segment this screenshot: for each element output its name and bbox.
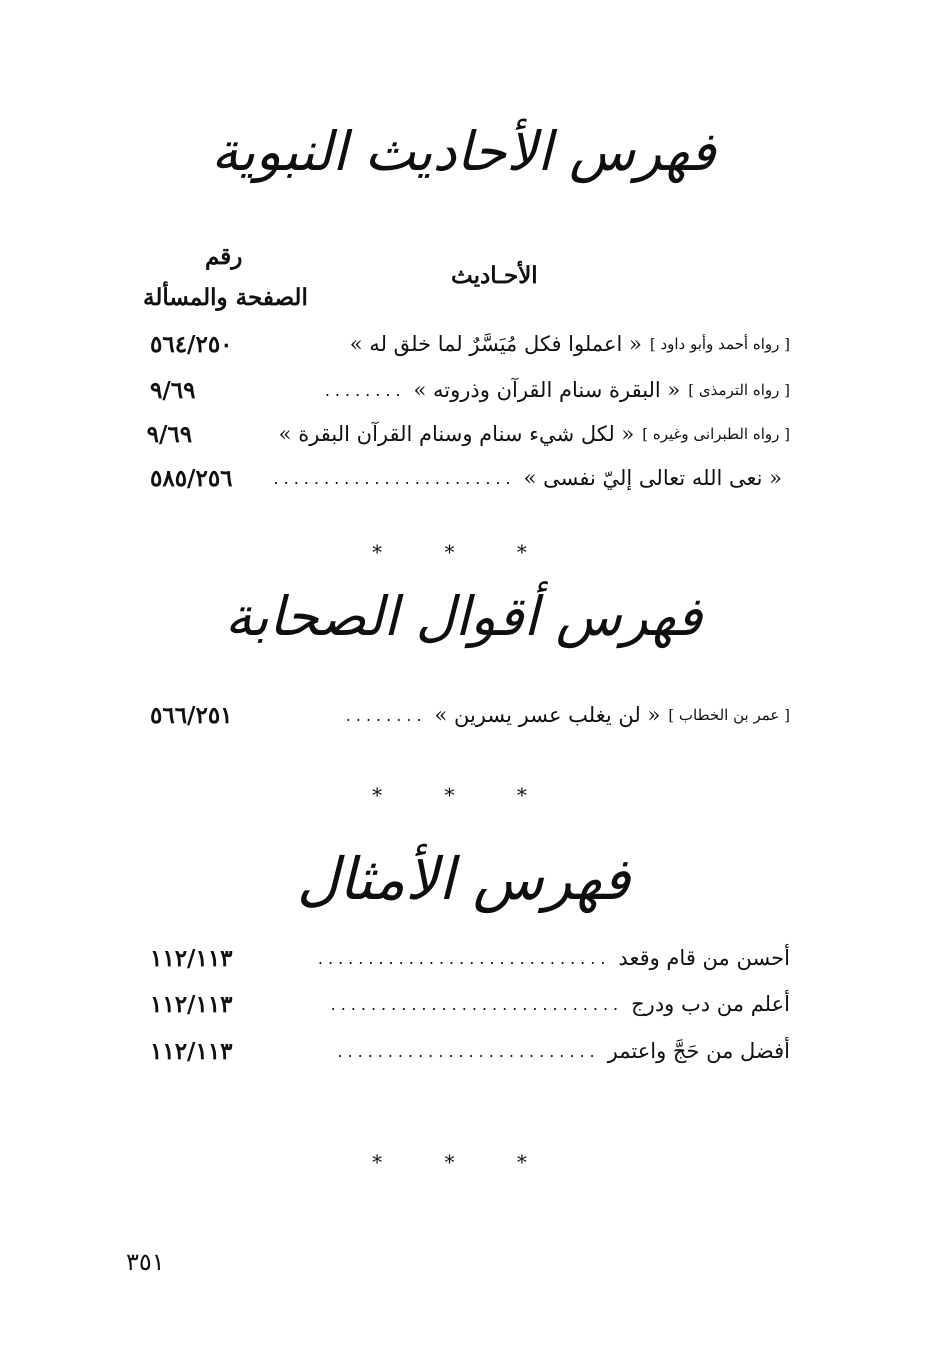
- section-separator: * * *: [372, 1150, 555, 1174]
- column-header-page-issue: الصفحة والمسألة: [143, 284, 308, 311]
- section-separator: * * *: [372, 540, 555, 564]
- page-reference: ٩/٦٩: [150, 376, 196, 404]
- proverb-text: أفضل من حَجَّ واعتمر: [607, 1039, 790, 1063]
- leader-dots: .............................: [330, 994, 624, 1014]
- hadith-text: « البقرة سنام القرآن وذروته »: [413, 378, 681, 402]
- hadith-row: [150, 461, 790, 495]
- page-reference: ١١٢/١١٣: [150, 944, 233, 972]
- leader-dots: .............................: [317, 948, 611, 968]
- page-reference: ٥٦٦/٢٥١: [150, 701, 233, 729]
- page-reference: ٥٦٤/٢٥٠: [150, 330, 233, 358]
- proverb-text: أحسن من قام وقعد: [618, 946, 790, 970]
- leader-dots: ........: [345, 705, 427, 725]
- companions-index-title: فهرس أقوال الصحابة: [224, 585, 703, 648]
- proverb-row: [150, 987, 790, 1021]
- hadith-text: « نعى الله تعالى إليّ نفسى »: [523, 466, 782, 490]
- hadith-text: « لكل شيء سنام وسنام القرآن البقرة »: [278, 422, 635, 446]
- page-reference: ٥٨٥/٢٥٦: [150, 464, 233, 492]
- saying-text: « لن يغلب عسر يسرين »: [434, 703, 661, 727]
- hadith-row: [150, 373, 790, 407]
- hadith-source: [ رواه أحمد وأبو داود ]: [649, 335, 790, 353]
- leader-dots: ........: [324, 380, 406, 400]
- proverb-text: أعلم من دب ودرج: [631, 992, 790, 1016]
- page-reference: ١١٢/١١٣: [150, 990, 233, 1018]
- hadith-row: [150, 327, 790, 361]
- section-separator: * * *: [372, 783, 555, 807]
- hadith-source: [ رواه الطبرانى وغيره ]: [642, 425, 790, 443]
- hadith-index-title: فهرس الأحاديث النبوية: [211, 120, 716, 183]
- page-number: ٣٥١: [126, 1248, 165, 1276]
- page-reference: ١١٢/١١٣: [150, 1037, 233, 1065]
- companion-saying-row: [150, 698, 790, 732]
- saying-source: [ عمر بن الخطاب ]: [668, 706, 790, 724]
- proverb-row: [150, 1034, 790, 1068]
- leader-dots: ........................: [274, 468, 516, 488]
- proverbs-index-title: فهرس الأمثال: [296, 845, 631, 913]
- page-reference: ٩/٦٩: [146, 420, 193, 448]
- hadith-row: [146, 417, 790, 451]
- column-header-hadiths: الأحـاديث: [451, 262, 538, 289]
- proverb-row: [150, 941, 790, 975]
- hadith-source: [ رواه الترمذى ]: [688, 381, 790, 399]
- column-header-number: رقم: [205, 243, 243, 270]
- hadith-text: « اعملوا فكل مُيَسَّرٌ لما خلق له »: [349, 332, 642, 356]
- leader-dots: ..........................: [337, 1041, 600, 1061]
